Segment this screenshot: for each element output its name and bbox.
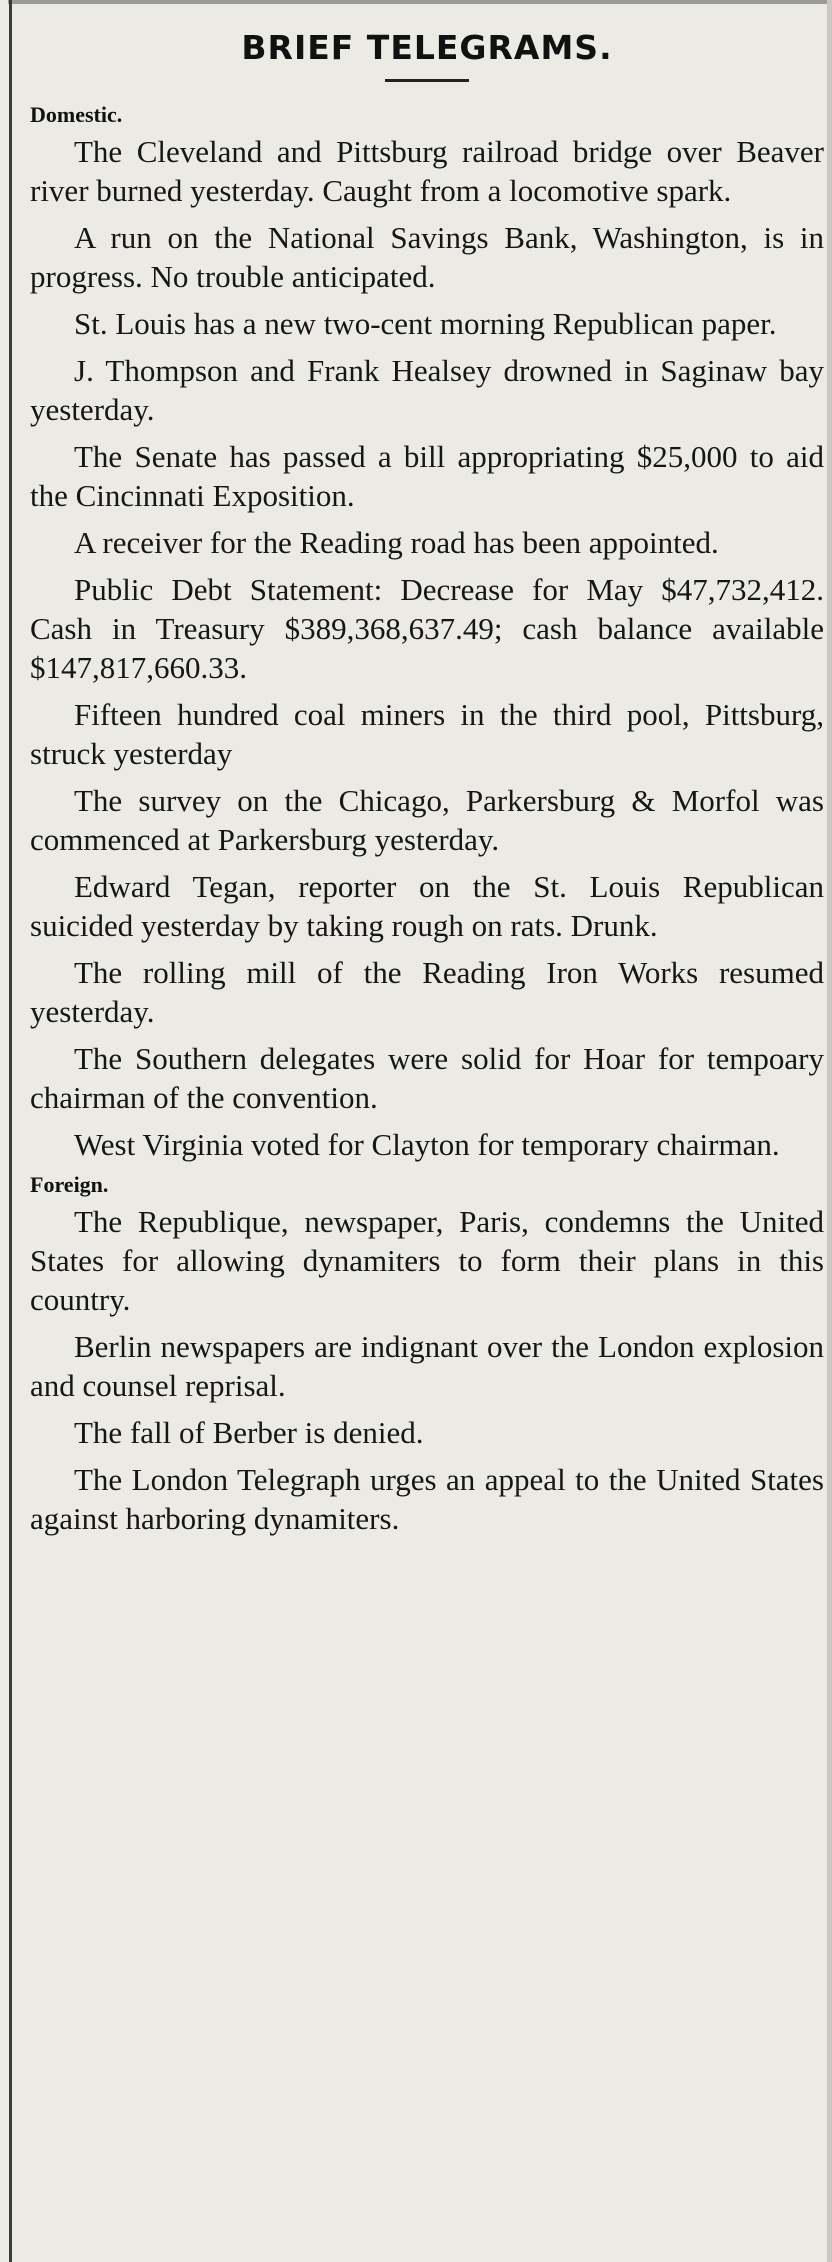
news-item: The fall of Berber is denied.	[74, 1415, 424, 1450]
news-item: Fifteen hundred coal miners in the third pool, Pittsburg, struck yesterday	[30, 697, 824, 771]
column-rule	[9, 0, 12, 2262]
news-item: Berlin newspapers are indignant over the London explosion and counsel reprisal.	[30, 1329, 824, 1403]
news-item: A receiver for the Reading road has been appointed.	[74, 525, 719, 560]
news-item: St. Louis has a new two-cent morning Republican paper.	[74, 306, 777, 341]
news-item: Public Debt Statement: Decrease for May $47,732,412. Cash in Treasury $389,368,637.49; cash balance available $147,817,660.33.	[30, 572, 824, 685]
news-item: The Southern delegates were solid for Hoar for tempoary chairman of the convention.	[30, 1041, 824, 1115]
article-column	[30, 0, 824, 1546]
page-edge	[827, 0, 832, 2262]
section-label-domestic: Domestic.	[30, 102, 123, 127]
news-item: The Republique, newspaper, Paris, condemns the United States for allowing dynamiters to form their plans in this country.	[30, 1204, 824, 1317]
news-item: The rolling mill of the Reading Iron Works resumed yesterday.	[30, 955, 824, 1029]
news-item: The London Telegraph urges an appeal to the United States against harboring dynamiters.	[30, 1462, 824, 1536]
headline-rule	[385, 79, 469, 82]
news-item: J. Thompson and Frank Healsey drowned in Saginaw bay yesterday.	[30, 353, 824, 427]
news-item: The Senate has passed a bill appropriating $25,000 to aid the Cincinnati Exposition.	[30, 439, 824, 513]
headline: BRIEF TELEGRAMS.	[241, 28, 613, 67]
news-item: West Virginia voted for Clayton for temporary chairman.	[74, 1127, 780, 1162]
news-item: The survey on the Chicago, Parkersburg & Morfol was commenced at Parkersburg yesterday.	[30, 783, 824, 857]
news-item: A run on the National Savings Bank, Washington, is in progress. No trouble anticipated.	[30, 220, 824, 294]
news-item: The Cleveland and Pittsburg railroad bridge over Beaver river burned yesterday. Caught from a locomotive spark.	[30, 134, 824, 208]
section-label-foreign: Foreign.	[30, 1172, 109, 1197]
news-item: Edward Tegan, reporter on the St. Louis Republican suicided yesterday by taking rough on rats. Drunk.	[30, 869, 824, 943]
